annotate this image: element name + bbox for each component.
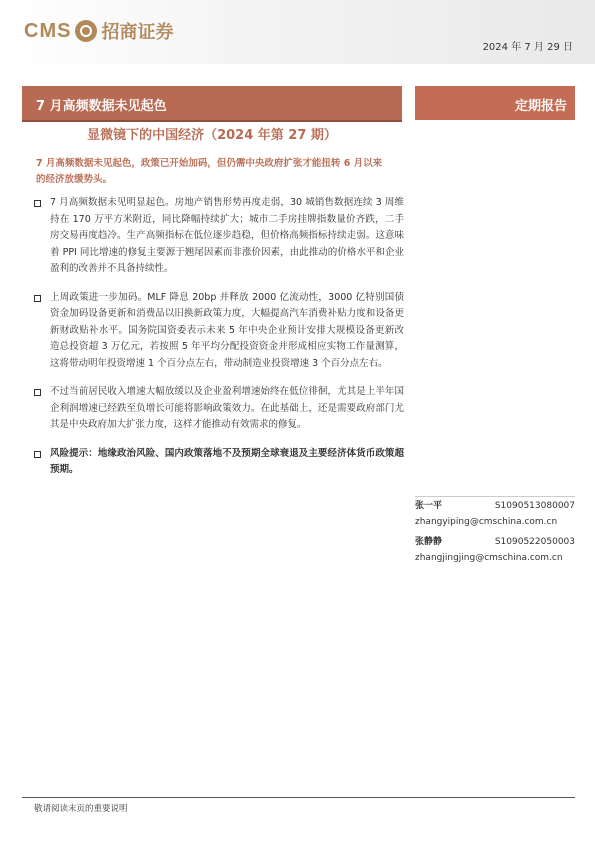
analyst-name: 张一平 (415, 501, 443, 511)
report-type-label: 定期报告 (514, 99, 567, 114)
author-divider (415, 496, 575, 497)
report-date: 2024 年 7 月 29 日 (482, 42, 573, 53)
report-subtitle: 显微镜下的中国经济（2024 年第 27 期） (87, 128, 337, 143)
checkbox-bullet-icon (34, 389, 41, 396)
company-logo (24, 18, 173, 44)
list-item-text: 不过当前居民收入增速大幅放缓以及企业盈利增速始终在低位徘徊，尤其是上半年国企利润增速已经跌至负增长可能将影响政策效力。在此基础上，还是需要政府部门尤其是中央政府加大扩张力度，这样才能推动有效需求的修复。 (50, 386, 404, 430)
logo-text-en: CMS (24, 19, 72, 42)
analyst-license-id: S1090522050003 (494, 537, 575, 547)
key-points-list (34, 195, 404, 491)
analyst-block (415, 498, 575, 570)
logo-text-cn: 招商证券 (101, 22, 174, 43)
checkbox-bullet-icon (34, 295, 41, 302)
analyst-name: 张静静 (415, 537, 443, 547)
footer-disclaimer-note: 敬请阅读末页的重要说明 (34, 804, 128, 814)
logo-emblem-icon (75, 20, 97, 42)
footer-divider (22, 797, 575, 798)
risk-warning-text: 风险提示：地缘政治风险、国内政策落地不及预期全球衰退及主要经济体货币政策超预期。 (50, 447, 404, 475)
analyst-email[interactable]: zhangyiping@cmschina.com.cn (415, 517, 558, 527)
risk-warning-item (34, 446, 404, 479)
report-title: 7 月高频数据未见起色 (36, 99, 167, 114)
checkbox-bullet-icon (34, 200, 41, 207)
page-header (0, 0, 595, 64)
list-item (34, 384, 404, 434)
analyst-row (415, 534, 575, 550)
list-item (34, 195, 404, 278)
report-title-bar (22, 86, 402, 122)
list-item-text: 7 月高频数据未见明显起色。房地产销售形势再度走弱，30 城销售数据连续 3 周维持在 170 万平方米附近，同比降幅持续扩大；城市二手房挂牌指数量价齐跌，二手房交易再度趋冷。生产高频指标在低位逐步趋稳，但价格高频指标持续走弱。这意味着 PPI 同比增速的修复主要源于翘尾因素而非涨价因素，由此推动的价格水平和企业盈利的改善并不具备持续性。 (50, 197, 404, 274)
checkbox-bullet-icon (34, 451, 41, 458)
report-type-tag (415, 86, 575, 120)
analyst-email[interactable]: zhangjingjing@cmschina.com.cn (415, 553, 563, 563)
report-summary: 7 月高频数据未见起色，政策已开始加码，但仍需中央政府扩张才能扭转 6 月以来的经济放缓势头。 (36, 158, 383, 185)
analyst-row (415, 498, 575, 514)
analyst-license-id: S1090513080007 (494, 501, 575, 511)
list-item (34, 290, 404, 373)
list-item-text: 上周政策进一步加码。MLF 降息 20bp 并释放 2000 亿流动性，3000 亿特别国债资金加码设备更新和消费品以旧换新政策力度，大幅提高汽车消费补贴力度和设备更新财政贴补水平。国务院国资委表示未来 5 年中央企业预计安排大规模设备更新改造总投资超 3 万亿元，若按照 5 年平均分配投资资金并形成相应实物工作量测算，这将带动明年投资增速 1 个百分点左右，带动制造业投资增速 3 个百分点左右。 (50, 291, 404, 369)
